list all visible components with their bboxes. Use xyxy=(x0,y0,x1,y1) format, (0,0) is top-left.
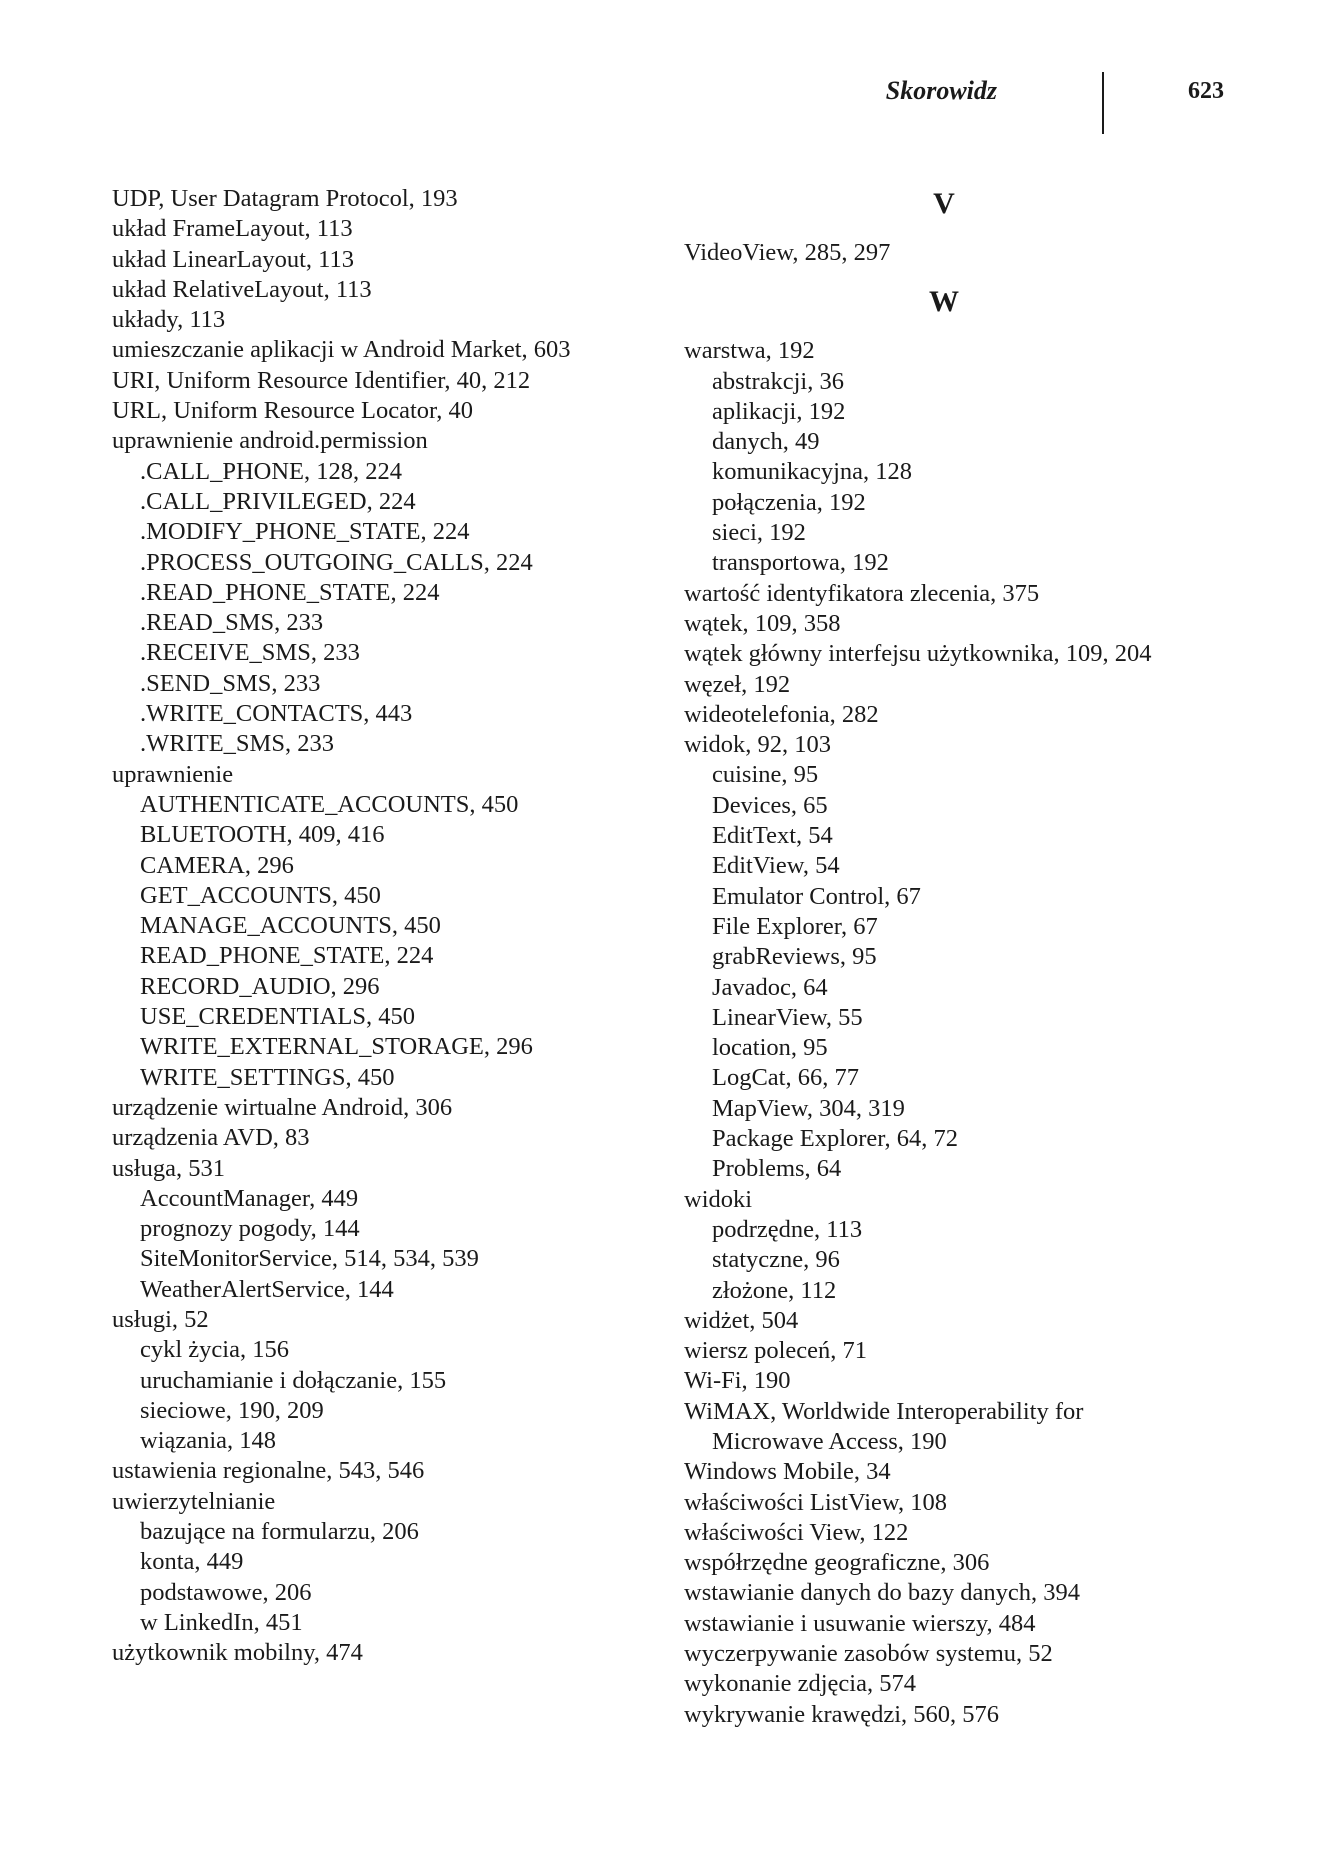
index-subentry: transportowa, 192 xyxy=(712,549,889,577)
index-subentry: .PROCESS_OUTGOING_CALLS, 224 xyxy=(140,548,533,576)
index-subentry: w LinkedIn, 451 xyxy=(140,1608,303,1636)
index-subentry: GET_ACCOUNTS, 450 xyxy=(140,881,381,909)
index-entry: wideotelefonia, 282 xyxy=(684,700,879,728)
running-header-title: Skorowidz xyxy=(885,76,997,105)
index-subentry: RECORD_AUDIO, 296 xyxy=(140,972,380,1000)
index-subentry: LinearView, 55 xyxy=(712,1003,863,1031)
index-subentry: MapView, 304, 319 xyxy=(712,1094,905,1122)
index-subentry: CAMERA, 296 xyxy=(140,851,294,879)
index-subentry: wiązania, 148 xyxy=(140,1427,277,1455)
index-subentry: cykl życia, 156 xyxy=(140,1336,289,1364)
index-entry: UDP, User Datagram Protocol, 193 xyxy=(112,185,458,212)
index-entry: wstawianie i usuwanie wierszy, 484 xyxy=(684,1609,1036,1637)
index-column-left xyxy=(112,184,672,1669)
index-entry: użytkownik mobilny, 474 xyxy=(112,1639,363,1667)
index-entry: wątek, 109, 358 xyxy=(684,609,841,637)
index-subentry: cuisine, 95 xyxy=(712,761,819,789)
index-entry: wiersz poleceń, 71 xyxy=(684,1337,867,1365)
index-subentry: LogCat, 66, 77 xyxy=(712,1064,859,1092)
index-entry: widok, 92, 103 xyxy=(684,731,831,759)
index-subentry: bazujące na formularzu, 206 xyxy=(140,1518,419,1546)
index-entry: układ LinearLayout, 113 xyxy=(112,245,354,273)
index-subentry: podstawowe, 206 xyxy=(140,1578,312,1606)
index-entry: właściwości ListView, 108 xyxy=(684,1488,947,1516)
index-subentry: .MODIFY_PHONE_STATE, 224 xyxy=(140,518,470,546)
index-entry: Wi-Fi, 190 xyxy=(684,1367,791,1395)
index-subentry: podrzędne, 113 xyxy=(712,1215,863,1243)
index-entry: usługi, 52 xyxy=(112,1305,209,1333)
index-subentry: konta, 449 xyxy=(140,1548,244,1576)
index-subentry: sieciowe, 190, 209 xyxy=(140,1396,324,1424)
index-subentry: READ_PHONE_STATE, 224 xyxy=(140,942,434,970)
index-entry: warstwa, 192 xyxy=(684,337,815,365)
index-subentry: .READ_SMS, 233 xyxy=(140,609,324,637)
index-entry: widżet, 504 xyxy=(684,1306,799,1334)
index-entry-continuation: Microwave Access, 190 xyxy=(712,1427,947,1455)
index-subentry: EditView, 54 xyxy=(712,852,840,880)
index-subentry: .WRITE_CONTACTS, 443 xyxy=(140,700,413,728)
index-subentry: .CALL_PRIVILEGED, 224 xyxy=(140,487,416,515)
index-entry: VideoView, 285, 297 xyxy=(684,239,891,266)
index-subentry: WeatherAlertService, 144 xyxy=(140,1275,394,1303)
index-entry: wartość identyfikatora zlecenia, 375 xyxy=(684,579,1040,607)
running-header xyxy=(885,72,1240,134)
index-entry: właściwości View, 122 xyxy=(684,1518,909,1546)
index-subentry: location, 95 xyxy=(712,1034,828,1062)
index-entry: uprawnienie xyxy=(112,760,234,788)
index-subentry: komunikacyjna, 128 xyxy=(712,458,913,486)
index-subentry: grabReviews, 95 xyxy=(712,943,877,971)
index-subentry: SiteMonitorService, 514, 534, 539 xyxy=(140,1245,479,1273)
index-entry: Windows Mobile, 34 xyxy=(684,1458,891,1486)
index-entry: URI, Uniform Resource Identifier, 40, 212 xyxy=(112,366,531,394)
index-column-right xyxy=(684,184,1244,1730)
index-subentry: statyczne, 96 xyxy=(712,1246,840,1274)
section-letter: W xyxy=(929,285,959,319)
index-entry: usługa, 531 xyxy=(112,1154,225,1182)
index-subentry: uruchamianie i dołączanie, 155 xyxy=(140,1366,447,1394)
index-entry: układy, 113 xyxy=(112,306,226,334)
index-entry: ustawienia regionalne, 543, 546 xyxy=(112,1457,425,1485)
index-subentry: danych, 49 xyxy=(712,428,820,456)
index-subentry: Problems, 64 xyxy=(712,1155,842,1183)
index-entry: urządzenia AVD, 83 xyxy=(112,1124,310,1152)
index-subentry: AccountManager, 449 xyxy=(140,1184,359,1212)
index-subentry: WRITE_SETTINGS, 450 xyxy=(140,1063,395,1091)
index-entry: URL, Uniform Resource Locator, 40 xyxy=(112,397,473,425)
index-subentry: File Explorer, 67 xyxy=(712,912,878,940)
index-subentry: Emulator Control, 67 xyxy=(712,882,921,910)
index-entry: wykonanie zdjęcia, 574 xyxy=(684,1670,916,1698)
index-subentry: sieci, 192 xyxy=(712,519,806,547)
section-letter: V xyxy=(933,187,955,220)
index-subentry: .WRITE_SMS, 233 xyxy=(140,730,334,758)
index-subentry: MANAGE_ACCOUNTS, 450 xyxy=(140,912,441,940)
index-subentry: połączenia, 192 xyxy=(712,488,866,516)
index-subentry: BLUETOOTH, 409, 416 xyxy=(140,821,385,849)
index-subentry: EditText, 54 xyxy=(712,822,833,850)
index-entry: wątek główny interfejsu użytkownika, 109, 204 xyxy=(684,640,1152,668)
index-entry: współrzędne geograficzne, 306 xyxy=(684,1549,990,1577)
index-entry: uwierzytelnianie xyxy=(112,1487,276,1515)
header-divider xyxy=(1102,72,1104,134)
index-entry: wyczerpywanie zasobów systemu, 52 xyxy=(684,1640,1053,1668)
index-subentry: prognozy pogody, 144 xyxy=(140,1215,360,1243)
index-entry: widoki xyxy=(684,1185,753,1213)
index-subentry: .CALL_PHONE, 128, 224 xyxy=(140,457,403,485)
index-subentry: Devices, 65 xyxy=(712,791,828,819)
index-subentry: Package Explorer, 64, 72 xyxy=(712,1125,958,1153)
index-subentry: Javadoc, 64 xyxy=(712,973,828,1001)
index-entry: układ FrameLayout, 113 xyxy=(112,215,353,243)
index-subentry: złożone, 112 xyxy=(712,1276,837,1304)
index-entry: węzeł, 192 xyxy=(684,670,791,698)
index-entry: urządzenie wirtualne Android, 306 xyxy=(112,1093,453,1121)
page-number: 623 xyxy=(1188,78,1224,104)
index-entry: układ RelativeLayout, 113 xyxy=(112,275,372,303)
index-subentry: abstrakcji, 36 xyxy=(712,367,844,395)
index-entry: WiMAX, Worldwide Interoperability for xyxy=(684,1397,1084,1425)
index-subentry: USE_CREDENTIALS, 450 xyxy=(140,1003,415,1031)
index-entry: wstawianie danych do bazy danych, 394 xyxy=(684,1579,1080,1607)
index-subentry: aplikacji, 192 xyxy=(712,397,846,425)
index-subentry: .RECEIVE_SMS, 233 xyxy=(140,639,360,667)
index-subentry: .SEND_SMS, 233 xyxy=(140,669,321,697)
index-subentry: AUTHENTICATE_ACCOUNTS, 450 xyxy=(140,790,519,818)
index-entry: uprawnienie android.permission xyxy=(112,427,428,455)
index-entry: wykrywanie krawędzi, 560, 576 xyxy=(684,1700,1000,1728)
index-subentry: WRITE_EXTERNAL_STORAGE, 296 xyxy=(140,1033,533,1061)
index-entry: umieszczanie aplikacji w Android Market, 603 xyxy=(112,336,571,364)
index-subentry: .READ_PHONE_STATE, 224 xyxy=(140,578,440,606)
